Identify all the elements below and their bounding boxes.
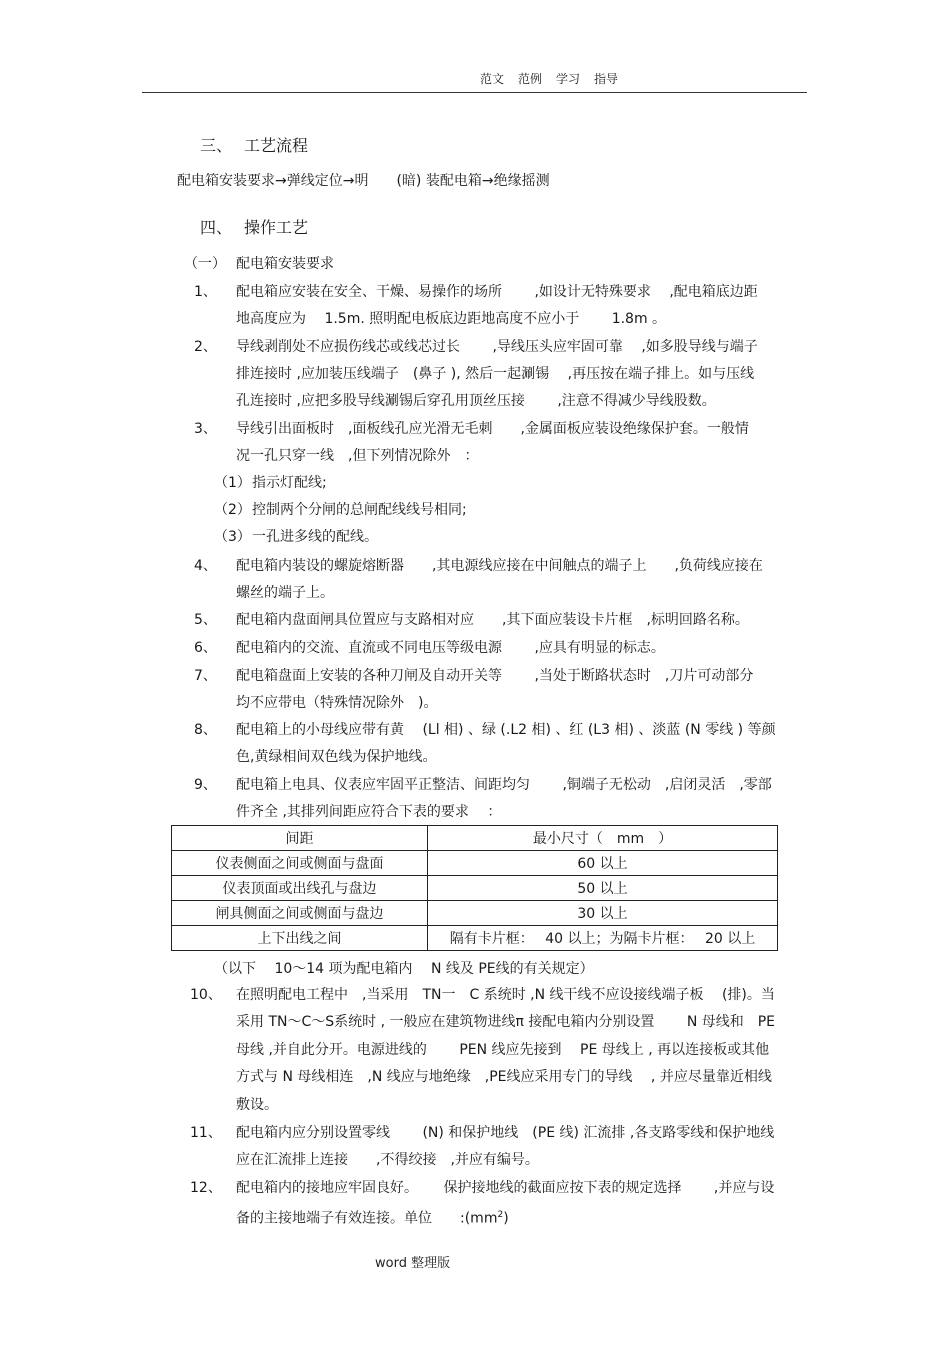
item-text: 母线 ,并自此分开。电源进线的 PEN 线应先接到 PE 母线上 , 再以连接板或其他 <box>236 1042 770 1058</box>
header-item: 指导 <box>594 72 619 86</box>
table-cell: 闸具侧面之间或侧面与盘边 <box>172 901 428 926</box>
section-number: 三、 <box>200 136 233 155</box>
header-item: 范文 <box>480 72 505 86</box>
spacing-table <box>171 825 778 951</box>
item-text: 配电箱内盘面闸具位置应与支路相对应 ,其下面应装设卡片框 ,标明回路名称。 <box>236 612 749 628</box>
item-text: 配电箱内的交流、直流或不同电压等级电源 ,应具有明显的标志。 <box>236 640 665 656</box>
item-text: 配电箱上电具、仪表应牢固平正整洁、间距均匀 ,铜端子无松动 ,启闭灵活 ,零部 <box>236 777 772 793</box>
item-text: 应在汇流排上连接 ,不得绞接 ,并应有编号。 <box>236 1152 539 1168</box>
header-item: 学习 <box>556 72 581 86</box>
item-number: 4、 <box>194 558 217 574</box>
item-text: 方式与 N 母线相连 ,N 线应与地绝缘 ,PE线应采用专门的导线 , 并应尽量靠近相线 <box>236 1069 772 1085</box>
item-text: 螺丝的端子上。 <box>236 585 334 601</box>
item-number: 9、 <box>194 777 217 793</box>
item-text: 导线引出面板时 ,面板线孔应光滑无毛刺 ,金属面板应装设绝缘保护套。一般情 <box>236 421 749 437</box>
item-text: 在照明配电工程中 ,当采用 TN一 C 系统时 ,N 线干线不应设接线端子板 (排)。当 <box>236 987 775 1003</box>
item-number: 12、 <box>190 1180 222 1196</box>
item-number: 7、 <box>194 668 217 684</box>
item-number: 2、 <box>194 339 217 355</box>
item-text: 均不应带电（特殊情况除外 )。 <box>236 695 438 711</box>
item-text: 配电箱上的小母线应带有黄 (Ll 相) 、绿 (.L2 相) 、红 (L3 相) 、淡蓝 (N 零线 ) 等颜 <box>236 722 776 738</box>
subitem-number: （2） <box>214 502 251 518</box>
item-text: 况一孔只穿一线 ,但下列情况除外 ： <box>236 448 479 464</box>
table-cell: 仪表顶面或出线孔与盘边 <box>172 876 428 901</box>
table-cell: 隔有卡片框： 40 以上；为隔卡片框： 20 以上 <box>428 926 778 951</box>
item-number: 3、 <box>194 421 217 437</box>
table-header-cell: 最小尺寸（ mm ） <box>428 826 778 851</box>
subitem-text: 指示灯配线; <box>252 475 327 491</box>
item-text: 配电箱内的接地应牢固良好。 保护接地线的截面应按下表的规定选择 ,并应与设 <box>236 1180 775 1196</box>
item-text: 色,黄绿相间双色线为保护地线。 <box>236 749 437 765</box>
header-rule <box>142 92 807 93</box>
item-text: 配电箱应安装在安全、干燥、易操作的场所 ,如设计无特殊要求 ,配电箱底边距 <box>236 284 758 300</box>
header-item: 范例 <box>518 72 543 86</box>
table-cell: 上下出线之间 <box>172 926 428 951</box>
item-text: 敷设。 <box>236 1097 278 1113</box>
item-text: 件齐全 ,其排列间距应符合下表的要求 ： <box>236 804 502 820</box>
subsection-number: （一） <box>184 256 226 272</box>
table-row <box>172 851 778 876</box>
item-text: 导线剥削处不应损伤线芯或线芯过长 ,导线压头应牢固可靠 ,如多股导线与端子 <box>236 339 758 355</box>
page-header <box>480 70 632 87</box>
item-number: 8、 <box>194 722 217 738</box>
table-header-cell: 间距 <box>172 826 428 851</box>
process-flow: 配电箱安装要求→弹线定位→明 (暗) 装配电箱→绝缘摇测 <box>177 173 550 189</box>
note-text: （以下 10～14 项为配电箱内 N 线及 PE线的有关规定） <box>214 961 594 977</box>
item-number: 10、 <box>190 987 222 1003</box>
item-text: 采用 TN～C～S系统时 , 一般应在建筑物进线π 接配电箱内分别设置 N 母线和 PE <box>236 1014 776 1030</box>
item-text: 配电箱盘面上安装的各种刀闸及自动开关等 ,当处于断路状态时 ,刀片可动部分 <box>236 668 754 684</box>
item-text: 配电箱内装设的螺旋熔断器 ,其电源线应接在中间触点的端子上 ,负荷线应接在 <box>236 558 763 574</box>
table-row <box>172 876 778 901</box>
item-text: 地高度应为 1.5m. 照明配电板底边距地高度不应小于 1.8m 。 <box>236 311 667 327</box>
item-number: 5、 <box>194 612 217 628</box>
subitem-text: 控制两个分闸的总闸配线线号相同; <box>252 502 467 518</box>
item-text <box>236 1206 509 1228</box>
item-text: 配电箱内应分别设置零线 (N) 和保护地线 (PE 线) 汇流排 ,各支路零线和保护地线 <box>236 1125 775 1141</box>
item-text-part: ) <box>503 1210 509 1227</box>
subitem-number: （3） <box>214 529 251 545</box>
subsection-title: 配电箱安装要求 <box>236 256 334 272</box>
table-header-row <box>172 826 778 851</box>
section-number: 四、 <box>200 218 233 237</box>
table-cell: 60 以上 <box>428 851 778 876</box>
item-text: 孔连接时 ,应把多股导线涮锡后穿孔用顶丝压接 ,注意不得减少导线股数。 <box>236 393 716 409</box>
table-cell: 30 以上 <box>428 901 778 926</box>
section-title: 工艺流程 <box>244 136 309 155</box>
item-number: 6、 <box>194 640 217 656</box>
table-row <box>172 926 778 951</box>
superscript: 2 <box>497 1210 504 1220</box>
item-number: 1、 <box>194 284 217 300</box>
table-cell: 50 以上 <box>428 876 778 901</box>
section-title: 操作工艺 <box>244 218 309 237</box>
table-row <box>172 901 778 926</box>
item-number: 11、 <box>190 1125 222 1141</box>
table-cell: 仪表侧面之间或侧面与盘面 <box>172 851 428 876</box>
page-footer: word 整理版 <box>375 1256 451 1271</box>
subitem-number: （1） <box>214 475 251 491</box>
item-text-part: 备的主接地端子有效连接。单位 :(mm <box>236 1210 498 1227</box>
subitem-text: 一孔进多线的配线。 <box>252 529 378 545</box>
item-text: 排连接时 ,应加装压线端子 (鼻子 ), 然后一起涮锡 ,再压按在端子排上。如与压线 <box>236 366 755 382</box>
